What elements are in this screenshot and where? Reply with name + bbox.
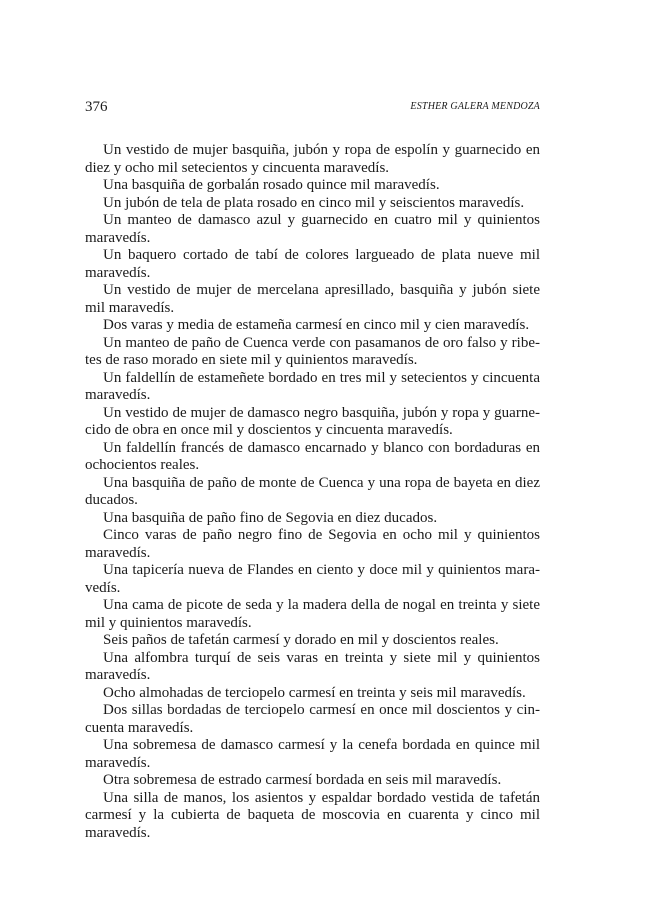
paragraph: Ocho almohadas de terciopelo carmesí en treinta y seis mil maravedís. [103, 684, 526, 701]
paragraph: Una basquiña de paño de monte de Cuenca y una ropa de bayeta en diez ducados. [85, 474, 540, 508]
paragraph: Un faldellín de estameñete bordado en tres mil y setecientos y cincuenta maravedís. [85, 369, 540, 403]
paragraph: Un faldellín francés de damasco encarnado y blanco con bordaduras en ochocientos reales. [85, 439, 540, 473]
body-text [85, 142, 540, 842]
paragraph: Un vestido de mujer basquiña, jubón y ropa de espolín y guarnecido en diez y ocho mil setecientos y cincuenta maravedís. [85, 142, 540, 176]
page-number: 376 [85, 99, 108, 115]
paragraph: Un manteo de damasco azul y guarnecido en cuatro mil y quinientos maravedís. [85, 212, 540, 246]
paragraph: Una cama de picote de seda y la madera della de nogal en treinta y siete mil y quinientos maravedís. [85, 597, 540, 631]
paragraph: Una basquiña de gorbalán rosado quince mil maravedís. [103, 177, 440, 193]
paragraph: Dos varas y media de estameña carmesí en cinco mil y cien maravedís. [103, 317, 530, 333]
page-header [85, 98, 540, 118]
paragraph: Una tapicería nueva de Flandes en ciento y doce mil y quinientos maravedís. [85, 562, 540, 596]
paragraph: Otra sobremesa de estrado carmesí bordada en seis mil maravedís. [103, 772, 502, 788]
paragraph: Una sobremesa de damasco carmesí y la cenefa bordada en quince mil maravedís. [85, 737, 540, 771]
paragraph: Una silla de manos, los asientos y espaldar bordado vestida de tafetán carmesí y la cubierta de baqueta de moscovia en cuarenta y cinco mil maravedís. [85, 789, 540, 841]
paragraph: Una basquiña de paño fino de Segovia en diez ducados. [103, 509, 438, 526]
paragraph: Un jubón de tela de plata rosado en cinco mil y seiscientos maravedís. [103, 194, 525, 211]
paragraph: Una alfombra turquí de seis varas en treinta y siete mil y quinientos maravedís. [85, 649, 540, 683]
paragraph: Un baquero cortado de tabí de colores largueado de plata nueve mil maravedís. [85, 247, 540, 281]
paragraph: Cinco varas de paño negro fino de Segovia en ocho mil y quinientos maravedís. [85, 527, 540, 561]
running-head: ESTHER GALERA MENDOZA [410, 101, 540, 112]
paragraph: Un manteo de paño de Cuenca verde con pasamanos de oro falso y ribetes de raso morado en siete mil y quinientos maravedís. [85, 334, 540, 368]
paragraph: Seis paños de tafetán carmesí y dorado en mil y doscientos reales. [103, 632, 499, 648]
paragraph: Un vestido de mujer de mercelana apresillado, basquiña y jubón siete mil maravedís. [85, 282, 540, 316]
paragraph: Dos sillas bordadas de terciopelo carmesí en once mil doscientos y cincuenta maravedís. [85, 702, 540, 736]
paragraph: Un vestido de mujer de damasco negro basquiña, jubón y ropa y guarnecido de obra en once mil y doscientos y cincuenta maravedís. [85, 404, 540, 438]
